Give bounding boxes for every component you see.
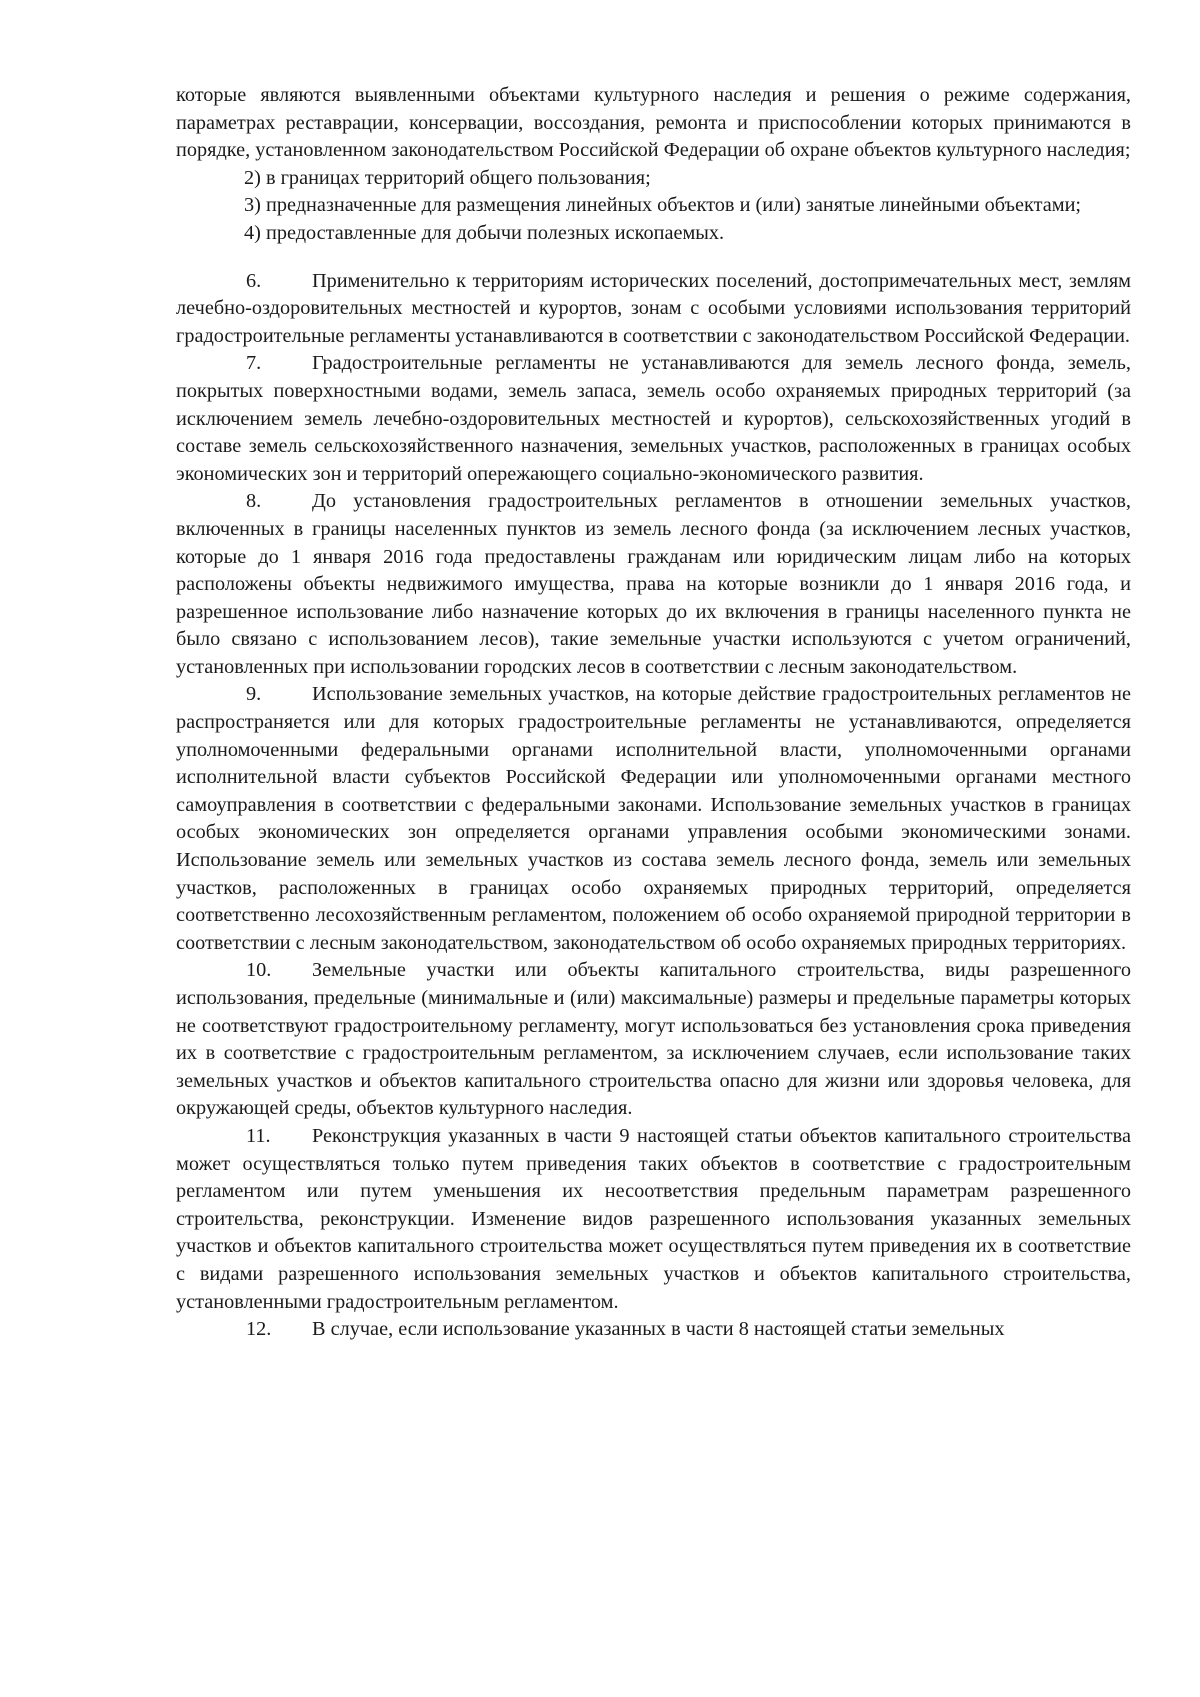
- numbered-paragraph-7: [176, 350, 1131, 488]
- paragraph-number: 7.: [246, 352, 262, 375]
- sub-item-3: 3) предназначенные для размещения линейных объектов и (или) занятые линейными объектами;: [244, 194, 1082, 217]
- numbered-paragraph-9: [176, 681, 1131, 957]
- paragraph-text: Использование земельных участков, на которые действие градостроительных регламентов не распространяется или для которых градостроительные регламенты не устанавливаются, определяется уполномоченными федеральными органами исполнительной власти, уполномоченными органами исполнительной власти субъектов Российской Федерации или уполномоченными органами местного самоуправления в соответствии с федеральными законами. Использование земельных участков в границах особых экономических зон определяется органами управления особыми экономическими зонами. Использование земель или земельных участков из состава земель лесного фонда, земель или земельных участков, расположенных в границах особо охраняемых природных территорий, определяется соответственно лесохозяйственным регламентом, положением об особо охраняемой природной территории в соответствии с лесным законодательством, законодательством об особо охраняемых природных территориях.: [176, 683, 1131, 954]
- paragraph-text: Применительно к территориям исторических поселений, достопримечательных мест, землям лечебно-оздоровительных местностей и курортов, зонам с особыми условиями использования территорий градостроительные регламенты устанавливаются в соответствии с законодательством Российской Федерации.: [176, 269, 1131, 347]
- numbered-paragraph-12: [176, 1316, 1131, 1344]
- sub-item-4: 4) предоставленные для добычи полезных ископаемых.: [244, 221, 725, 244]
- numbered-paragraph-11: [176, 1123, 1131, 1316]
- numbered-paragraph-6: [176, 268, 1131, 351]
- paragraph-number: 6.: [246, 269, 262, 292]
- paragraph-number: 8.: [246, 490, 262, 513]
- paragraph-spacer: [176, 248, 1131, 268]
- paragraph-number: 9.: [246, 683, 262, 706]
- paragraph-text: Реконструкция указанных в части 9 настоящей статьи объектов капитального строительства может осуществляться только путем приведения таких объектов в соответствие с градостроительным регламентом или путем уменьшения их несоответствия предельным параметрам разрешенного строительства, реконструкции. Изменение видов разрешенного использования указанных земельных участков и объектов капитального строительства может осуществляться путем приведения их в соответствие с видами разрешенного использования земельных участков и объектов капитального строительства, установленными градостроительным регламентом.: [176, 1124, 1131, 1313]
- paragraph-text: Земельные участки или объекты капитального строительства, виды разрешенного использования, предельные (минимальные и (или) максимальные) размеры и предельные параметры которых не соответствуют градостроительному регламенту, могут использоваться без установления срока приведения их в соответствие с градостроительным регламентом, за исключением случаев, если использование таких земельных участков и объектов капитального строительства опасно для жизни или здоровья человека, для окружающей среды, объектов культурного наследия.: [176, 959, 1131, 1120]
- paragraph-number: 10.: [246, 959, 272, 982]
- paragraph-number: 12.: [246, 1318, 272, 1341]
- paragraph-text: До установления градостроительных регламентов в отношении земельных участков, включенных в границы населенных пунктов из земель лесного фонда (за исключением лесных участков, которые до 1 января 2016 года предоставлены гражданам или юридическим лицам либо на которых расположены объекты недвижимого имущества, права на которые возникли до 1 января 2016 года, и разрешенное использование либо назначение которых до их включения в границы населенного пункта не было связано с использованием лесов), такие земельные участки используются с учетом ограничений, установленных при использовании городских лесов в соответствии с лесным законодательством.: [176, 490, 1131, 678]
- paragraph-text: В случае, если использование указанных в части 8 настоящей статьи земельных: [312, 1318, 1005, 1341]
- paragraph-intro-continuation: которые являются выявленными объектами культурного наследия и решения о режиме содержания, параметрах реставрации, консервации, воссоздания, ремонта и приспособлении которых принимаются в порядке, установленном законодательством Российской Федерации об охране объектов культурного наследия;: [176, 84, 1131, 162]
- sub-item-2: 2) в границах территорий общего пользования;: [244, 166, 651, 189]
- paragraph-number: 11.: [246, 1124, 271, 1147]
- numbered-paragraph-8: [176, 488, 1131, 681]
- document-page: [176, 82, 1131, 1344]
- paragraph-text: Градостроительные регламенты не устанавливаются для земель лесного фонда, земель, покрытых поверхностными водами, земель запаса, земель особо охраняемых природных территорий (за исключением земель лечебно-оздоровительных местностей и курортов), сельскохозяйственных угодий в составе земель сельскохозяйственного назначения, земельных участков, расположенных в границах особых экономических зон и территорий опережающего социально-экономического развития.: [176, 352, 1131, 485]
- numbered-paragraph-10: [176, 957, 1131, 1123]
